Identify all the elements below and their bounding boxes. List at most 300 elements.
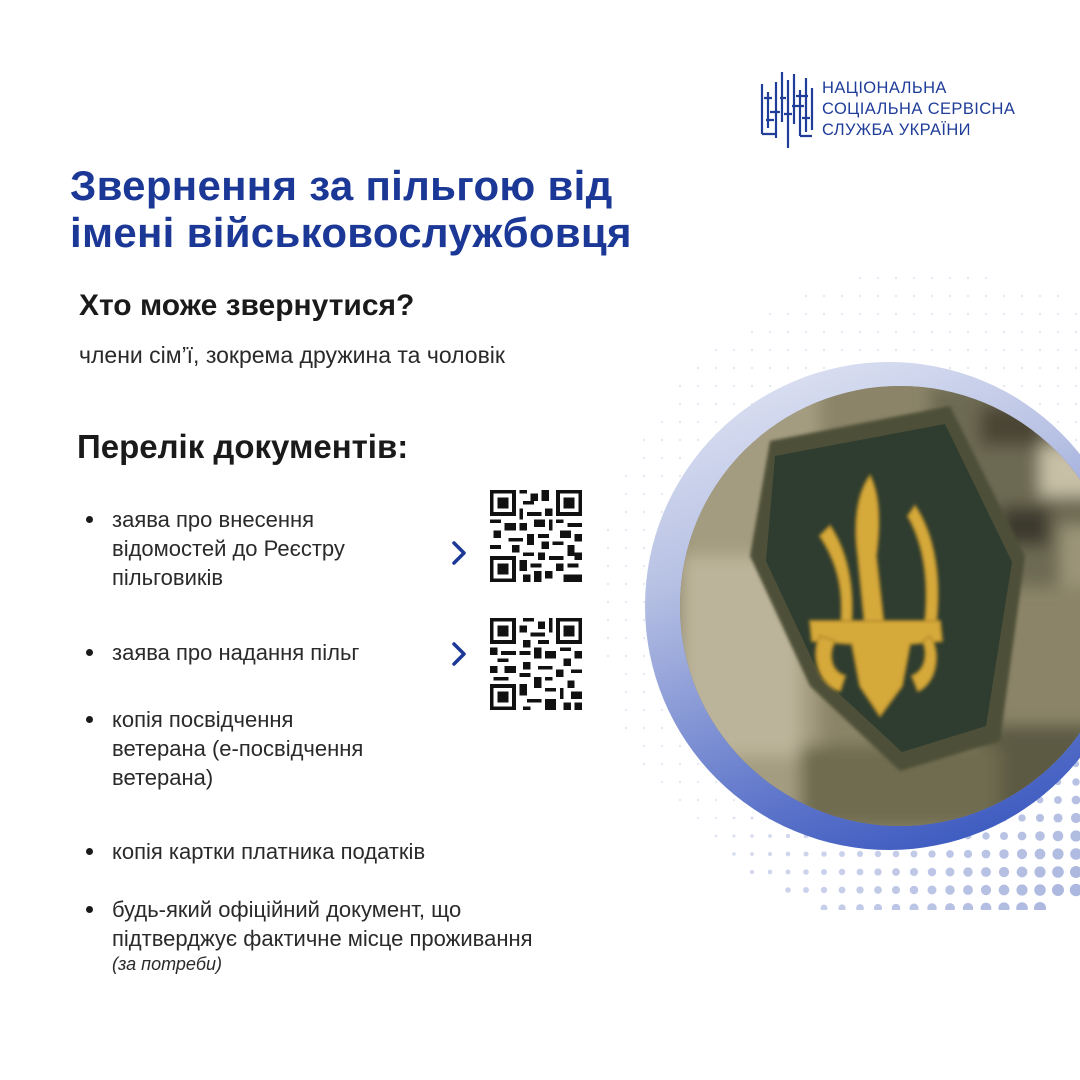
decorative-dot <box>805 313 807 315</box>
decorative-dot <box>607 565 609 567</box>
decorative-dot <box>910 886 919 895</box>
decorative-dot <box>877 313 879 315</box>
decorative-dot <box>893 851 900 858</box>
decorative-dot <box>625 547 627 549</box>
decorative-dot <box>769 313 771 315</box>
decorative-dot <box>823 313 825 315</box>
decorative-dot <box>787 367 789 369</box>
decorative-dot <box>1000 832 1008 840</box>
decorative-dot <box>733 835 736 838</box>
decorative-dot <box>985 331 987 333</box>
decorative-dot <box>715 799 717 801</box>
decorative-dot <box>892 886 900 894</box>
decorative-dot <box>963 903 973 910</box>
decorative-dot <box>769 367 771 369</box>
decorative-dot <box>910 904 919 910</box>
decorative-dot <box>1057 295 1059 297</box>
decorative-dot <box>1070 866 1080 878</box>
decorative-dot <box>625 655 627 657</box>
decorative-dot <box>1039 367 1041 369</box>
qr-code-icon[interactable] <box>490 618 582 710</box>
decorative-dot <box>859 295 861 297</box>
decorative-dot <box>1072 778 1079 785</box>
decorative-dot <box>625 583 627 585</box>
decorative-dot <box>1003 331 1005 333</box>
decorative-dot <box>661 439 663 441</box>
decorative-dot <box>1016 902 1028 910</box>
decorative-dot <box>679 799 681 801</box>
decorative-dot <box>895 295 897 297</box>
decorative-dot <box>945 885 954 894</box>
decorative-dot <box>963 867 972 876</box>
decorative-dot <box>859 313 861 315</box>
decorative-dot <box>768 852 772 856</box>
decorative-dot <box>697 385 699 387</box>
decorative-dot <box>679 403 681 405</box>
decorative-dot <box>931 277 933 279</box>
decorative-dot <box>643 565 645 567</box>
decorative-dot <box>1018 832 1027 841</box>
document-item-3 <box>86 705 363 792</box>
decorative-dot <box>750 870 754 874</box>
decorative-dot <box>715 385 717 387</box>
decorative-dot <box>821 851 827 857</box>
decorative-dot <box>841 349 843 351</box>
decorative-dot <box>805 331 807 333</box>
decorative-dot <box>785 887 791 893</box>
decorative-dot <box>697 781 699 783</box>
decorative-dot <box>1039 295 1041 297</box>
decorative-dot <box>931 295 933 297</box>
decorative-dot <box>643 529 645 531</box>
decorative-dot <box>787 349 789 351</box>
decorative-dot <box>859 331 861 333</box>
item-line: будь-який офіційний документ, що <box>112 897 462 922</box>
decorative-dot <box>928 868 937 877</box>
decorative-dot <box>1072 796 1080 805</box>
decorative-dot <box>643 673 645 675</box>
decorative-dot <box>1016 884 1027 895</box>
decorative-dot <box>785 869 790 874</box>
decorative-dot <box>661 781 663 783</box>
decorative-dot <box>985 277 987 279</box>
decorative-dot <box>859 349 861 351</box>
decorative-dot <box>946 868 955 877</box>
decorative-dot <box>839 887 846 894</box>
bullet <box>86 516 93 523</box>
decorative-dot <box>949 349 951 351</box>
decorative-dot <box>931 349 933 351</box>
decorative-dot <box>1053 813 1062 822</box>
decorative-dot <box>1053 831 1064 842</box>
decorative-dot <box>839 851 845 857</box>
decorative-dot <box>967 277 969 279</box>
decorative-dot <box>643 763 645 765</box>
decorative-dot <box>1017 849 1027 859</box>
decorative-dot <box>913 349 915 351</box>
decorative-dot <box>679 763 681 765</box>
decorative-dot <box>769 349 771 351</box>
decorative-dot <box>607 655 609 657</box>
decorative-dot <box>768 834 772 838</box>
decorative-dot <box>1017 867 1028 878</box>
decorative-dot <box>643 475 645 477</box>
decorative-dot <box>967 313 969 315</box>
decorative-dot <box>751 367 753 369</box>
decorative-dot <box>874 868 881 875</box>
item-line: копія картки платника податків <box>112 839 426 864</box>
decorative-dot <box>803 869 809 875</box>
decorative-dot <box>715 403 717 405</box>
decorative-dot <box>1039 313 1041 315</box>
decorative-dot <box>625 475 627 477</box>
decorative-dot <box>1039 331 1041 333</box>
page-title <box>70 162 790 256</box>
decorative-dot <box>661 727 663 729</box>
decorative-dot <box>679 421 681 423</box>
nssu-emblem-icon <box>758 62 816 152</box>
decorative-dot <box>751 349 753 351</box>
decorative-dot <box>625 727 627 729</box>
decorative-dot <box>1057 421 1059 423</box>
decorative-dot <box>1036 814 1044 822</box>
decorative-dot <box>625 601 627 603</box>
decorative-dot <box>857 869 864 876</box>
decorative-dot <box>999 867 1009 877</box>
decorative-dot <box>679 745 681 747</box>
decorative-dot <box>803 887 809 893</box>
decorative-dot <box>1052 884 1064 896</box>
decorative-dot <box>715 421 717 423</box>
decorative-dot <box>607 601 609 603</box>
decorative-dot <box>679 385 681 387</box>
who-text: члени сім’ї, зокрема дружина та чоловік <box>79 342 505 368</box>
decorative-dot <box>1075 385 1077 387</box>
decorative-dot <box>697 421 699 423</box>
decorative-dot <box>910 868 918 876</box>
decorative-dot <box>805 349 807 351</box>
decorative-dot <box>715 367 717 369</box>
decorative-dot <box>661 493 663 495</box>
decorative-dot <box>607 619 609 621</box>
decorative-dot <box>733 817 736 820</box>
decorative-dot <box>697 763 699 765</box>
decorative-dot <box>821 905 828 910</box>
decorative-dot <box>1021 313 1023 315</box>
decorative-dot <box>877 295 879 297</box>
decorative-dot <box>1018 814 1025 821</box>
item-line: заява про надання пільг <box>112 640 360 665</box>
decorative-dot <box>913 331 915 333</box>
qr-code-icon[interactable] <box>490 490 582 582</box>
bullet <box>86 649 93 656</box>
decorative-dot <box>805 295 807 297</box>
documents-heading: Перелік документів: <box>77 428 409 465</box>
decorative-dot <box>999 885 1010 896</box>
decorative-dot <box>625 529 627 531</box>
decorative-dot <box>999 849 1008 858</box>
decorative-dot <box>895 277 897 279</box>
decorative-dot <box>750 834 753 837</box>
decorative-dot <box>841 313 843 315</box>
decorative-dot <box>625 673 627 675</box>
decorative-dot <box>857 851 863 857</box>
decorative-dot <box>949 313 951 315</box>
decorative-dot <box>787 313 789 315</box>
decorative-dot <box>874 886 882 894</box>
decorative-dot <box>998 902 1009 910</box>
decorative-dot <box>715 349 717 351</box>
decorative-dot <box>1003 349 1005 351</box>
decorative-dot <box>769 331 771 333</box>
decorative-dot <box>1075 313 1077 315</box>
decorative-dot <box>697 403 699 405</box>
decorative-dot <box>697 439 699 441</box>
decorative-dot <box>805 367 807 369</box>
decorative-dot <box>751 817 754 820</box>
decorative-dot <box>895 313 897 315</box>
decorative-dot <box>839 869 845 875</box>
decorative-dot <box>607 529 609 531</box>
decorative-dot <box>661 475 663 477</box>
decorative-dot <box>841 295 843 297</box>
decorative-dot <box>1034 884 1046 896</box>
bullet <box>86 848 93 855</box>
decorative-dot <box>625 619 627 621</box>
decorative-dot <box>733 385 735 387</box>
decorative-dot <box>751 331 753 333</box>
decorative-dot <box>823 367 825 369</box>
decorative-dot <box>981 885 991 895</box>
decorative-dot <box>1034 902 1046 910</box>
decorative-dot <box>607 547 609 549</box>
decorative-dot <box>643 691 645 693</box>
decorative-dot <box>1057 367 1059 369</box>
decorative-dot <box>643 547 645 549</box>
decorative-dot <box>625 709 627 711</box>
chevron-right-icon <box>450 641 468 667</box>
item-line: ветерана) <box>112 765 214 790</box>
decorative-dot <box>625 565 627 567</box>
decorative-dot <box>715 817 717 819</box>
decorative-dot <box>823 349 825 351</box>
decorative-dot <box>607 583 609 585</box>
decorative-dot <box>643 727 645 729</box>
decorative-dot <box>823 295 825 297</box>
decorative-dot <box>856 904 864 910</box>
decorative-dot <box>823 331 825 333</box>
decorative-dot <box>643 493 645 495</box>
decorative-dot <box>895 331 897 333</box>
decorative-dot <box>841 331 843 333</box>
decorative-dot <box>892 904 901 910</box>
decorative-dot <box>946 850 954 858</box>
decorative-dot <box>1021 349 1023 351</box>
decorative-dot <box>732 852 735 855</box>
decorative-dot <box>643 745 645 747</box>
title-line-2: імені військовослужбовця <box>70 209 632 256</box>
decorative-dot <box>981 867 991 877</box>
decorative-dot <box>1057 349 1059 351</box>
decorative-dot <box>964 850 972 858</box>
decorative-dot <box>874 904 882 910</box>
decorative-dot <box>1052 848 1063 859</box>
decorative-dot <box>1035 849 1046 860</box>
decorative-dot <box>768 870 773 875</box>
decorative-dot <box>1021 331 1023 333</box>
item-line: пільговиків <box>112 565 224 590</box>
document-item-2 <box>86 638 359 667</box>
decorative-dot <box>625 691 627 693</box>
decorative-dot <box>1070 884 1080 896</box>
decorative-dot <box>733 349 735 351</box>
decorative-dot <box>913 277 915 279</box>
decorative-dot <box>786 834 790 838</box>
decorative-dot <box>967 349 969 351</box>
decorative-dot <box>697 799 699 801</box>
decorative-dot <box>787 331 789 333</box>
decorative-dot <box>661 745 663 747</box>
decorative-dot <box>838 904 845 910</box>
decorative-dot <box>967 367 969 369</box>
decorative-dot <box>963 885 973 895</box>
decorative-dot <box>1003 313 1005 315</box>
decorative-dot <box>1021 295 1023 297</box>
decorative-dot <box>1052 866 1064 878</box>
decorative-dot <box>982 850 991 859</box>
decorative-dot <box>661 457 663 459</box>
decorative-dot <box>679 781 681 783</box>
decorative-dot <box>733 367 735 369</box>
decorative-dot <box>1054 796 1062 804</box>
decorative-dot <box>967 295 969 297</box>
logo-line-1: НАЦІОНАЛЬНА <box>822 79 947 97</box>
decorative-dot <box>1021 385 1023 387</box>
document-item-4 <box>86 837 425 866</box>
decorative-dot <box>625 511 627 513</box>
decorative-dot <box>661 421 663 423</box>
decorative-dot <box>769 385 771 387</box>
decorative-dot <box>733 403 735 405</box>
decorative-dot <box>892 868 900 876</box>
document-item-1 <box>86 505 345 592</box>
chevron-right-icon <box>450 540 468 566</box>
decorative-dot <box>982 832 989 839</box>
decorative-dot <box>931 331 933 333</box>
decorative-dot <box>981 903 992 910</box>
decorative-dot <box>751 385 753 387</box>
decorative-dot <box>949 295 951 297</box>
decorative-dot <box>1075 367 1077 369</box>
decorative-dot <box>985 295 987 297</box>
decorative-dot <box>1003 367 1005 369</box>
bullet <box>86 716 93 723</box>
decorative-dot <box>985 349 987 351</box>
item-line: підтверджує фактичне місце проживання <box>112 926 533 951</box>
logo-text <box>822 78 1015 141</box>
decorative-dot <box>607 637 609 639</box>
decorative-dot <box>949 331 951 333</box>
logo-line-3: СЛУЖБА УКРАЇНИ <box>822 121 971 139</box>
title-line-1: Звернення за пільгою від <box>70 162 613 209</box>
decorative-dot <box>679 439 681 441</box>
item-line: відомостей до Реєстру <box>112 536 345 561</box>
decorative-dot <box>679 457 681 459</box>
decorative-dot <box>643 439 645 441</box>
decorative-dot <box>1035 831 1045 841</box>
decorative-dot <box>1021 367 1023 369</box>
decorative-dot <box>1057 403 1059 405</box>
decorative-dot <box>1034 866 1045 877</box>
decorative-dot <box>643 655 645 657</box>
decorative-dot <box>643 637 645 639</box>
decorative-dot <box>1071 813 1080 823</box>
decorative-dot <box>928 886 937 895</box>
decorative-dot <box>949 277 951 279</box>
decorative-dot <box>1039 349 1041 351</box>
who-heading: Хто може звернутися? <box>79 289 415 322</box>
decorative-dot <box>985 367 987 369</box>
decorative-dot <box>715 781 717 783</box>
decorative-dot <box>661 709 663 711</box>
decorative-dot <box>877 331 879 333</box>
decorative-dot <box>1003 385 1005 387</box>
decorative-dot <box>1039 385 1041 387</box>
decorative-dot <box>1075 349 1077 351</box>
decorative-dot <box>697 817 699 819</box>
decorative-dot <box>786 852 791 857</box>
decorative-dot <box>1070 830 1080 841</box>
decorative-dot <box>1057 313 1059 315</box>
item-line: копія посвідчення <box>112 707 294 732</box>
decorative-dot <box>877 277 879 279</box>
decorative-dot <box>1075 421 1077 423</box>
decorative-dot <box>875 851 881 857</box>
decorative-dot <box>697 367 699 369</box>
logo <box>758 62 1048 152</box>
decorative-dot <box>733 799 735 801</box>
decorative-dot <box>821 887 827 893</box>
document-item-5 <box>86 895 533 975</box>
decorative-dot <box>1003 295 1005 297</box>
bullet <box>86 906 93 913</box>
decorative-dot <box>643 709 645 711</box>
decorative-dot <box>927 903 936 910</box>
decorative-dot <box>715 835 718 838</box>
decorative-dot <box>1057 331 1059 333</box>
decorative-dot <box>625 637 627 639</box>
decorative-dot <box>945 903 955 910</box>
decorative-dot <box>1057 385 1059 387</box>
decorative-dot <box>1075 439 1077 441</box>
decorative-dot <box>1039 403 1041 405</box>
decorative-dot <box>913 295 915 297</box>
decorative-dot <box>928 850 935 857</box>
decorative-dot <box>803 851 808 856</box>
decorative-dot <box>750 852 754 856</box>
decorative-dot <box>661 763 663 765</box>
decorative-dot <box>1075 331 1077 333</box>
decorative-dot <box>1070 848 1080 860</box>
decorative-dot <box>895 349 897 351</box>
decorative-dot <box>821 869 827 875</box>
item-line: ветерана (е-посвідчення <box>112 736 364 761</box>
decorative-dot <box>911 851 918 858</box>
decorative-dot <box>985 313 987 315</box>
decorative-dot <box>643 583 645 585</box>
decorative-dot <box>625 493 627 495</box>
decorative-dot <box>643 457 645 459</box>
